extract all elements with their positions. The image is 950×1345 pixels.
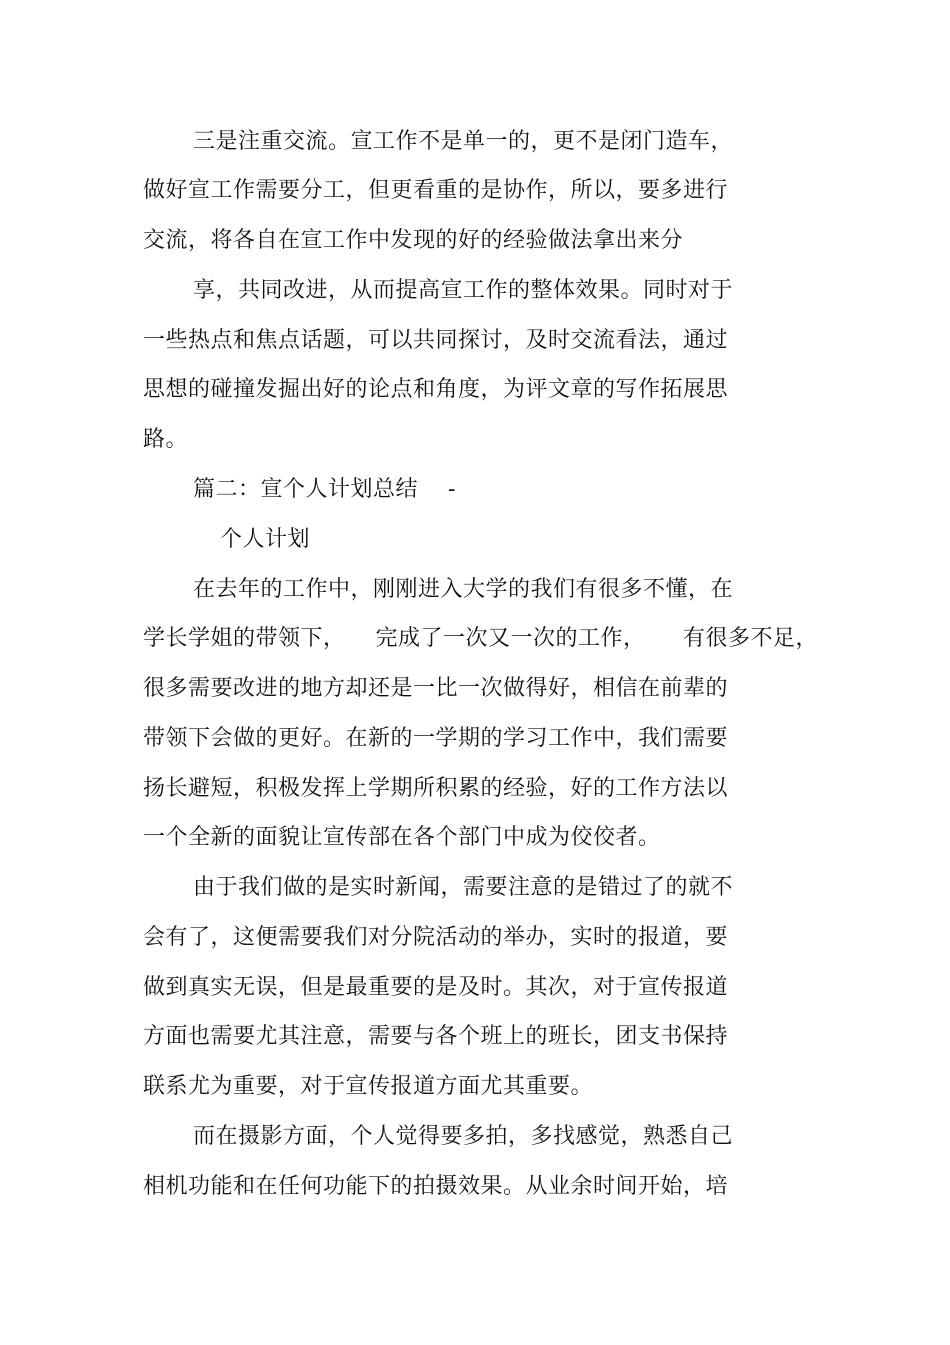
text-line: 相机功能和在任何功能下的拍摄效果。从业余时间开始，培 [143,1174,729,1199]
text-line: 路。 [143,427,189,452]
text-line: 而在摄影方面，个人觉得要多拍，多找感觉，熟悉自己 [193,1124,734,1149]
text-line: 学长学姐的带领下， 完成了一次又一次的工作， 有很多不足， [143,626,818,651]
text-line: 三是注重交流。宣工作不是单一的，更不是闭门造车， [193,129,734,154]
text-line: 做好宣工作需要分工，但更看重的是协作，所以，要多进行 [143,178,729,203]
text-line: 很多需要改进的地方却还是一比一次做得好，相信在前辈的 [143,676,729,701]
text-line: 带领下会做的更好。在新的一学期的学习工作中，我们需要 [143,726,729,751]
text-line: 在去年的工作中，刚刚进入大学的我们有很多不懂，在 [193,577,734,602]
text-line: 享，共同改进，从而提高宣工作的整体效果。同时对于 [193,278,734,303]
text-line: 一个全新的面貌让宣传部在各个部门中成为佼佼者。 [143,825,661,850]
text-line: 一些热点和焦点话题，可以共同探讨，及时交流看法，通过 [143,328,729,353]
text-line: 思想的碰撞发掘出好的论点和角度，为评文章的写作拓展思 [143,377,729,402]
text-line: 联系尤为重要，对于宣传报道方面尤其重要。 [143,1074,594,1099]
text-line: 方面也需要尤其注意，需要与各个班上的班长，团支书保持 [143,1024,729,1049]
section-heading: 篇二：宣个人计划总结 - [193,477,456,502]
text-line: 扬长避短，积极发挥上学期所积累的经验，好的工作方法以 [143,776,729,801]
text-line: 做到真实无误，但是最重要的是及时。其次，对于宣传报道 [143,975,729,1000]
text-line: 由于我们做的是实时新闻，需要注意的是错过了的就不 [193,875,734,900]
section-subheading: 个人计划 [220,527,311,552]
text-line: 会有了，这便需要我们对分院活动的举办，实时的报道，要 [143,925,729,950]
text-line: 交流，将各自在宣工作中发现的好的经验做法拿出来分 [143,228,684,253]
